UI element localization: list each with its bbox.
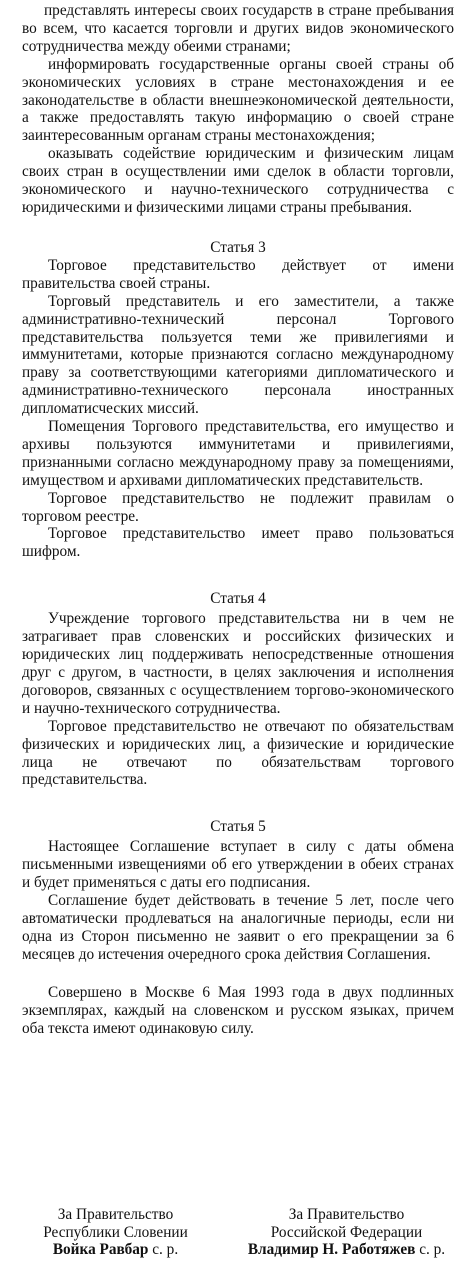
signature-name-line: [231, 1241, 462, 1259]
signature-line: За Правительство: [288, 1206, 405, 1223]
article-4-heading: Статья 4: [210, 590, 266, 608]
paragraph: Соглашение будет действовать в течение 5 лет, после чего автоматически продлеваться на аналогичные периоды, если ни одна из Сторон письменно не заявит о его прекращении за 6 месяцев до истечения очередного срока действия Соглашения.: [22, 892, 454, 963]
signatory-suffix: с. р.: [148, 1241, 179, 1258]
closing-paragraph: Совершено в Москве 6 Мая 1993 года в двух подлинных экземплярах, каждый на словенском и русском языках, причем оба текста имеют одинаковую силу.: [22, 983, 454, 1037]
signatory-suffix: с. р.: [415, 1241, 446, 1258]
signature-line: Российской Федерации: [270, 1223, 423, 1241]
paragraph: Торговое представительство имеет право пользоваться шифром.: [22, 525, 454, 561]
signature-line: За Правительство: [57, 1206, 174, 1223]
paragraph: информировать государственные органы своей страны об экономических условиях в стране местонахождения и ее законодательстве в области внешнеэкономической деятельности, а также предоставлять такую информацию о своей стране заинтересованным органам страны местонахождения;: [22, 55, 454, 145]
paragraph: оказывать содействие юридическим и физическим лицам своих стран в осуществлении ими сделок в области торговли, экономического и научно-технического сотрудничества с юридическими и физическими лицами страны пребывания.: [22, 145, 454, 216]
paragraph: представлять интересы своих государств в стране пребывания во всем, что касается торговли и других видов экономического сотрудничества между обеими странами;: [22, 2, 454, 55]
paragraph: Торговое представительство не подлежит правилам о торговом реестре.: [22, 489, 454, 525]
paragraph: Торговое представительство действует от имени правительства своей страны.: [22, 256, 454, 292]
signature-russia: [231, 1206, 462, 1259]
signature-slovenia: [0, 1206, 231, 1259]
article-3-heading: Статья 3: [210, 238, 266, 256]
paragraph: Настоящее Соглашение вступает в силу с даты обмена письменными извещениями об его утверждении в обеих странах и будет применяться с даты его подписания.: [22, 838, 454, 892]
signature-name-line: [0, 1241, 231, 1259]
article-5-heading: Статья 5: [210, 818, 266, 836]
signatory-name: Войка Равбар: [52, 1241, 149, 1258]
signature-block: [0, 1206, 462, 1259]
paragraph: Торговое представительство не отвечают по обязательствам физических и юридических лиц, а физические и юридические лица не отвечают по обязательствам торгового представительства.: [22, 717, 454, 789]
signature-line: Республики Словении: [43, 1223, 188, 1241]
signatory-name: Владимир Н. Работяжев: [247, 1241, 416, 1258]
paragraph: Торговый представитель и его заместители, а также административно-технический персонал Торгового представительства пользуется теми же привилегиями и иммунитетами, которые признаются согласно международному праву за соответствующими категориями дипломатического и административно-технического персонала иностранных дипломатисческих миссий.: [22, 292, 454, 418]
paragraph: Учреждение торгового представительства ни в чем не затрагивает прав словенских и российских физических и юридических лиц поддерживать непосредственные отношения друг с другом, в частности, в целях заключения и исполнения договоров, связанных с осуществлением торгово-экономического и научно-технического сотрудничества.: [22, 610, 454, 717]
paragraph: Помещения Торгового представительства, его имущество и архивы пользуются иммунитетами и привилегиями, признанными согласно международному праву за помещениями, имуществом и архивами дипломатических представительств.: [22, 418, 454, 489]
